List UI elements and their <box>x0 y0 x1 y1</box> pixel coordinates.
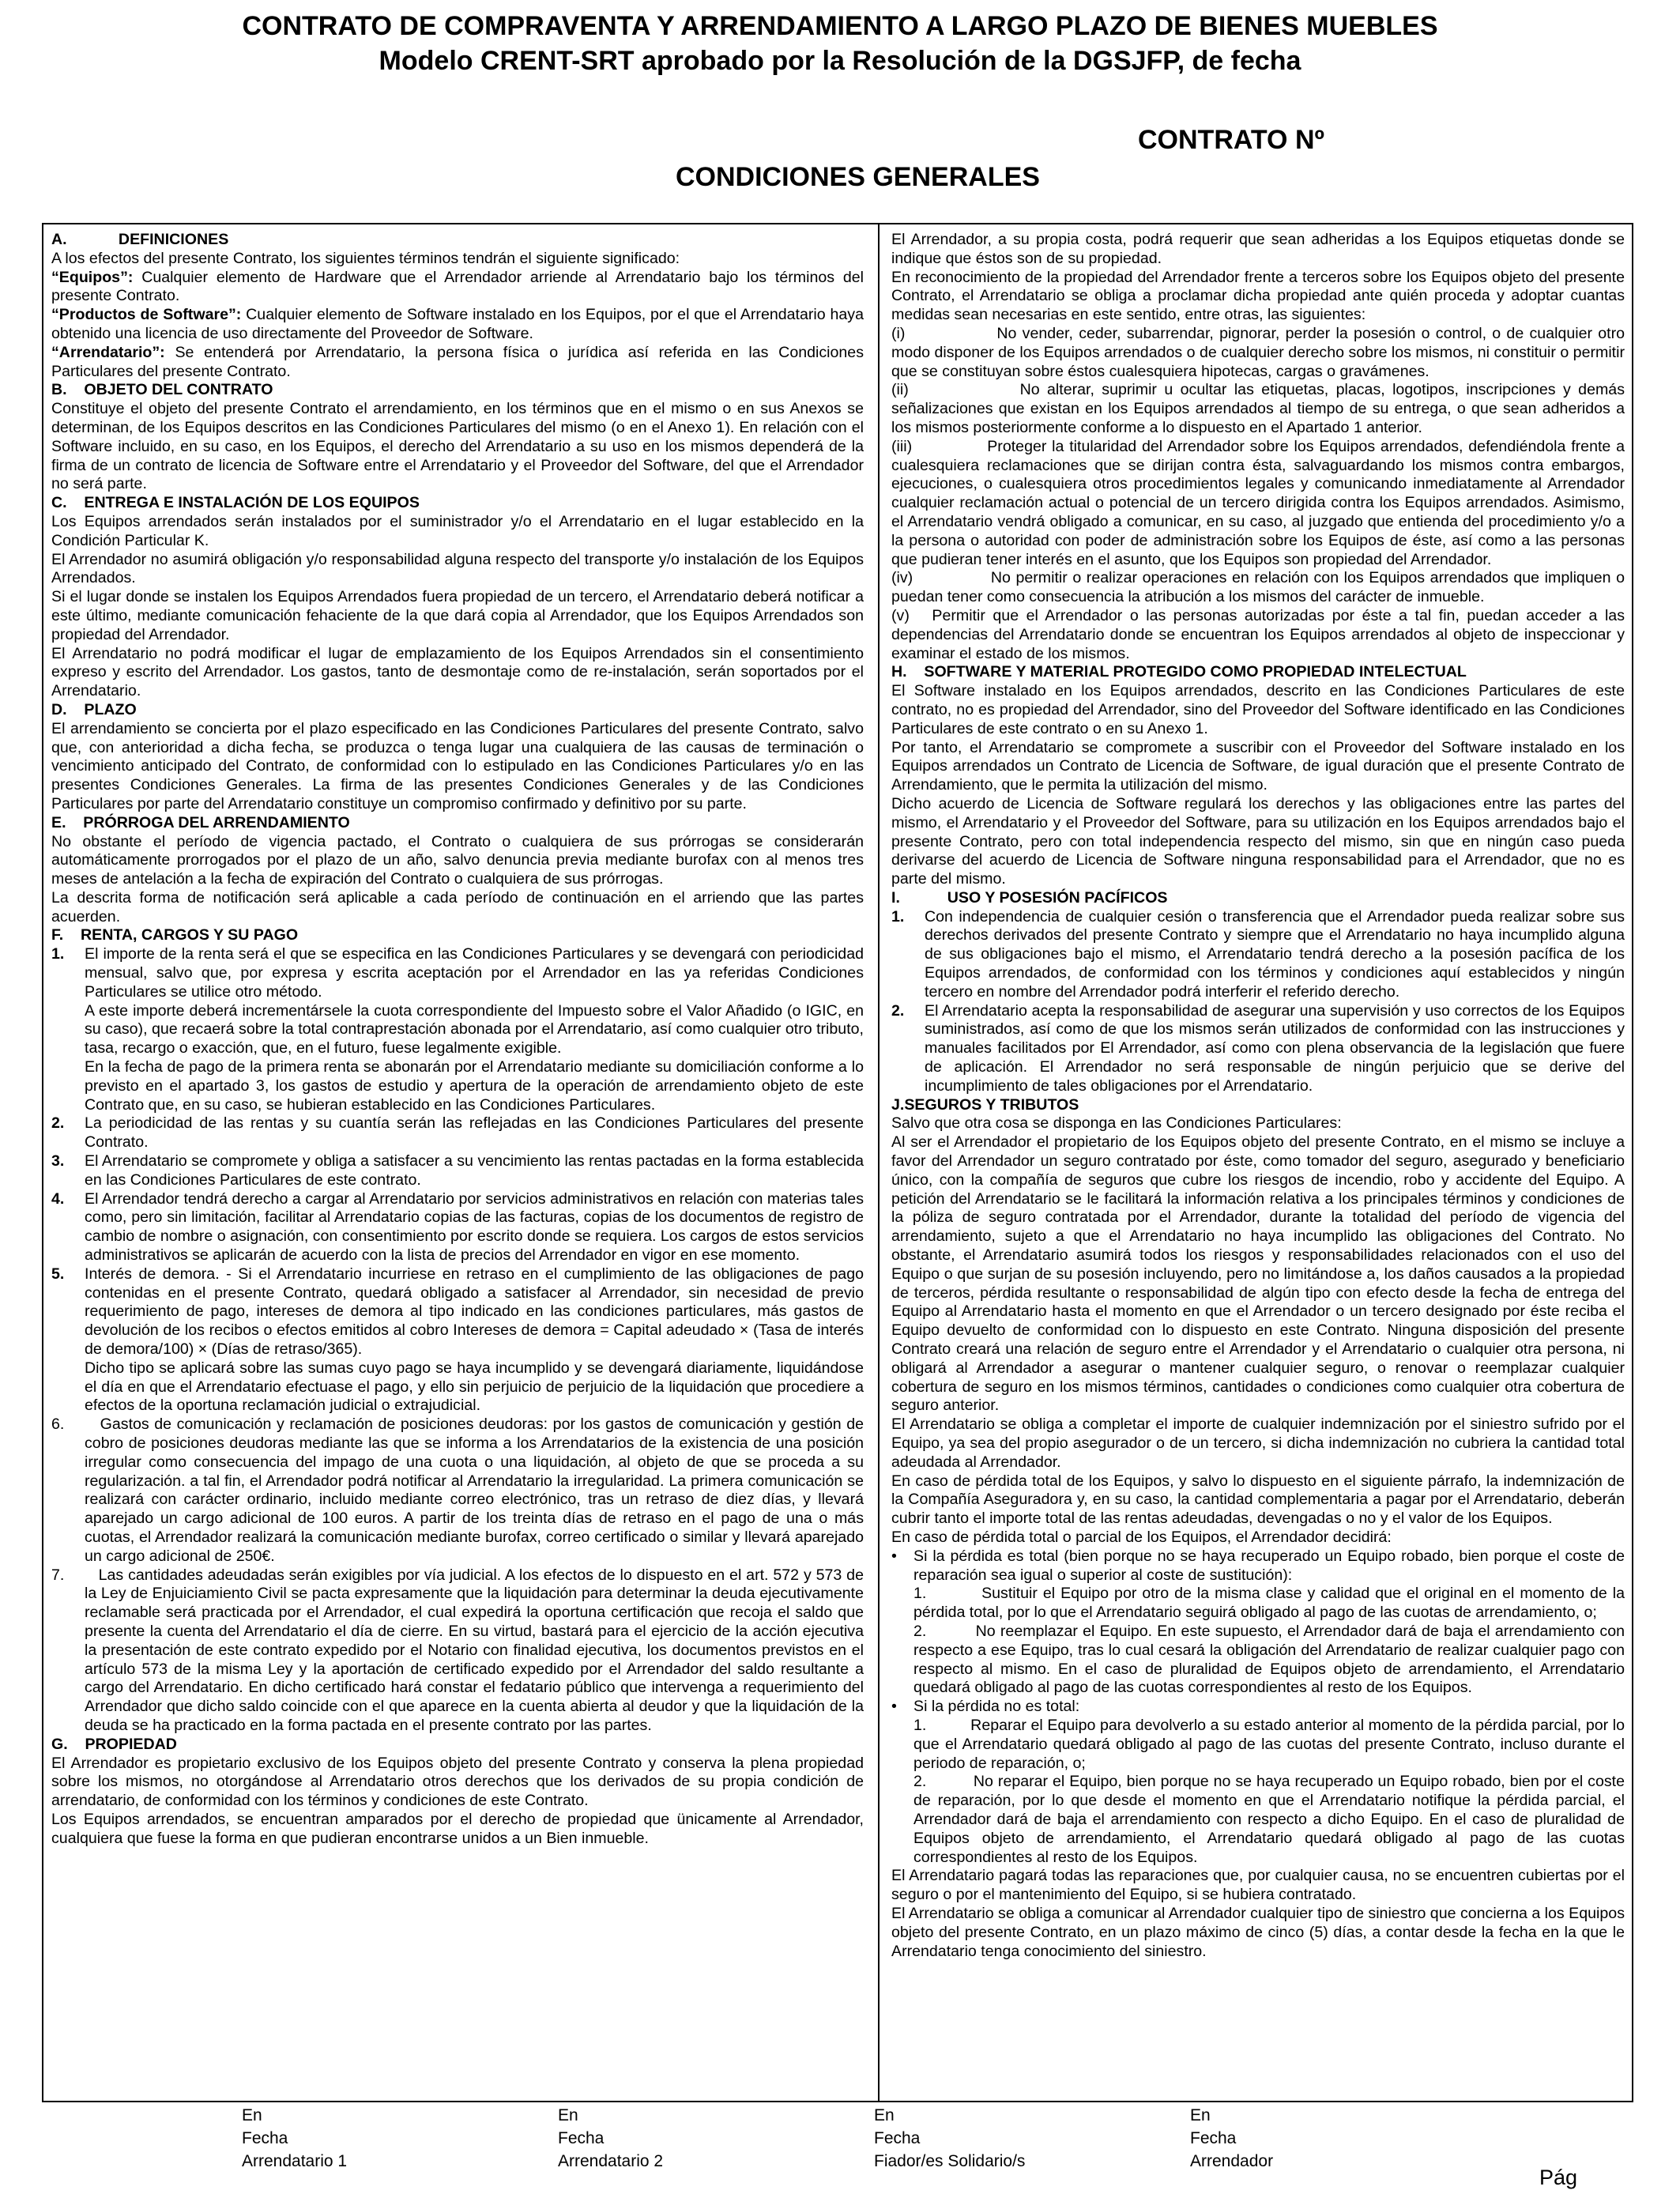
item-text: Gastos de comunicación y reclamación de posiciones deudoras: por los gastos de comunicación y gestión de cobro de posiciones deudoras mediante las que se informa a los Arrendatarios de la existencia de una posición irregular como consecuencia del impago de una cuota o una liquidación, al objeto de que se proceda a su regularización. a tal fin, el Arrendador podrá notificar al Arrendatario la irregularidad. La primera comunicación se realizará con carácter ordinario, incluido mediante correo electrónico, tras un retraso de diez días, y llevará aparejado un cargo adicional de 100 euros. A partir de los treinta días de retraso en el pago de una o más cuotas, el Arrendador realizará la comunicación mediante burofax, correo certificado o similar y llevará aparejado un cargo adicional de 250€. <box>85 1416 868 1565</box>
section-heading: G. PROPIEDAD <box>51 1735 177 1753</box>
document-title: CONTRATO DE COMPRAVENTA Y ARRENDAMIENTO A LARGO PLAZO DE BIENES MUEBLES <box>242 11 1438 41</box>
item-number: 2. <box>51 1114 65 1133</box>
paragraph: El Arrendatario pagará todas las reparaciones que, por cualquier causa, no se encuentren cubiertas por el seguro o por el mantenimiento del Equipo, si se hubiera contratado. <box>891 1867 1629 1904</box>
section-heading: F. RENTA, CARGOS Y SU PAGO <box>51 926 299 944</box>
paragraph: El Arrendador es propietario exclusivo de los Equipos objeto del presente Contrato y conserva la plena propiedad sobre los mismos, no otorgándose al Arrendatario otros derechos que los derivados de su propia condición de arrendatario, de conformidad con los términos y condiciones de este Contrato. <box>51 1754 864 1810</box>
paragraph: El Arrendador, a su propia costa, podrá requerir que sean adheridas a los Equipos etiquetas donde se indique que éstos son de su propiedad. <box>891 231 1629 267</box>
paragraph: (ii) No alterar, suprimir u ocultar las etiquetas, placas, logotipos, inscripciones y demás señalizaciones que existan en los Equipos arrendados al tiempo de su entrega, o que sean adheridos a los mismos posteriormente conforme a lo dispuesto en el Apartado 1 anterior. <box>891 381 1629 436</box>
sub-option: 1. Reparar el Equipo para devolverlo a su estado anterior al momento de la pérdida parcial, por lo que el Arrendatario quedará obligado al pago de las cuotas del presente Contrato, incluso durante el periodo de reparación, o; <box>913 1716 1629 1772</box>
section-heading: H. SOFTWARE Y MATERIAL PROTEGIDO COMO PROPIEDAD INTELECTUAL <box>891 663 1467 681</box>
signature-date: Fecha <box>242 2129 288 2147</box>
paragraph: (iv) No permitir o realizar operaciones en relación con los Equipos arrendados que impliquen o puedan tener como consecuencia la atribución a los mismos del carácter de inmueble. <box>891 569 1629 606</box>
signature-role: Arrendador <box>1190 2152 1274 2170</box>
item-text: Interés de demora. - Si el Arrendatario incurriese en retraso en el cumplimiento de las obligaciones de pago contenidas en el presente Contrato, quedará obligado a satisfacer al Arrendador, sin necesidad de previo requerimiento de pago, intereses de demora al tipo indicado en las condiciones particulares, más gastos de devolución de los recibos o efectos emitidos al cobro Intereses de demora = Capital adeudado × (Tasa de interés de demora/100) × (Días de retraso/365). <box>85 1265 868 1359</box>
definition-term: “Arrendatario”: <box>51 343 165 361</box>
item-text: La periodicidad de las rentas y su cuantía serán las reflejadas en las Condiciones Particulares del presente Contrato. <box>85 1114 868 1152</box>
definition-text: Se entenderá por Arrendatario, la persona física o jurídica así referida en las Condiciones Particulares del presente Contrato. <box>51 343 864 380</box>
item-number: 4. <box>51 1189 65 1208</box>
signature-date: Fecha <box>558 2129 605 2147</box>
paragraph: La descrita forma de notificación será aplicable a cada período de continuación en el arriendo que las partes acuerden. <box>51 888 864 925</box>
contract-number-label: CONTRATO Nº <box>1138 125 1324 155</box>
page-label: Pág <box>1539 2166 1578 2189</box>
sub-option: 2. No reparar el Equipo, bien porque no se haya recuperado un Equipo robado, bien por el coste de reparación, por lo que desde el momento en que el Arrendatario notifique la pérdida parcial, el Arrendador dará de baja el arrendamiento con respecto a dicho Equipo. En el caso de pluralidad de Equipos objeto de arrendamiento, el Arrendatario quedará obligado al pago de las cuotas correspondientes al resto de los Equipos. <box>913 1773 1629 1866</box>
paragraph: Los Equipos arrendados, se encuentran amparados por el derecho de propiedad que ünicamente al Arrendador, cualquiera que fuese la forma en que pudieran encontrarse unidos a un Bien inmueble. <box>51 1810 864 1847</box>
item-text: Si la pérdida es total (bien porque no se haya recuperado un Equipo robado, bien porque el coste de reparación sea igual o superior al coste de sustitución): <box>913 1547 1625 1584</box>
section-title: CONDICIONES GENERALES <box>676 162 1040 192</box>
item-number: 1. <box>51 945 65 963</box>
signature-place: En <box>558 2106 578 2124</box>
conditions-box <box>42 223 1633 2102</box>
paragraph: (v) Permitir que el Arrendador o las personas autorizadas por éste a tal fin, puedan acceder a las dependencias del Arrendatario donde se encuentran los Equipos arrendados al objeto de inspeccionar y examinar el estado de los mismos. <box>891 606 1629 662</box>
paragraph: (iii) Proteger la titularidad del Arrendador sobre los Equipos arrendados, defendiéndola frente a cualesquiera reclamaciones que se dirijan contra ésta, salvaguardando los mismos contra embargos, ejecuciones, o cualesquiera otros procedimientos legales y comunicando inmediatamente al Arrendador cualquier reclamación actual o potencial de un tercero dirigida contra los Equipos arrendados. Asimismo, el Arrendatario vendrá obligado a comunicar, en su caso, al juzgado que entienda del procedimiento y/o a la persona o autoridad con poder de administración sobre los Equipos de éste, así como a las personas que pudieran tener interés en el asunto, que los Equipos son propiedad del Arrendador. <box>891 437 1629 568</box>
bullet-icon: • <box>891 1698 897 1716</box>
item-text: El Arrendador tendrá derecho a cargar al Arrendatario por servicios administrativos en relación con materias tales como, pero sin limitación, facilitar al Arrendatario copias de las facturas, copias de los documentos de registro de cambio de nombre o asignación, con consentimiento por escrito donde se requiera. Los cargos de estos servicios administrativos se aplicarán de acuerdo con la lista de precios del Arrendador en vigor en ese momento. <box>85 1189 868 1265</box>
signature-role: Arrendatario 1 <box>242 2152 348 2170</box>
signature-date: Fecha <box>1190 2129 1237 2147</box>
item-text: Las cantidades adeudadas serán exigibles por vía judicial. A los efectos de lo dispuesto en el art. 572 y 573 de la Ley de Enjuiciamiento Civil se pacta expresamente que la liquidación para determinar la deuda ejecutivamente reclamable será practicada por el Arrendador, el cual expedirá la oportuna certificación que recoja el saldo que presente la cuenta del Arrendatario el día de cierre. En su virtud, bastará para el ejercicio de la acción ejecutiva la presentación de este contrato expedido por el Notario con finalidad ejecutiva, los documentos previstos en el artículo 573 de la misma Ley y la aportación de certificado expedido por el Arrendador del saldo resultante a cargo del Arrendatario. En dicho certificado hará constar el fedatario público que intervenga a requerimiento del Arrendador que dicho saldo coincide con el que aparece en la cuenta abierta al deudor y que la liquidación de la deuda se ha practicado en la forma pactada en el presente contrato por las partes. <box>85 1566 868 1734</box>
numbered-item <box>51 1152 868 1190</box>
signature-block-4 <box>1190 2104 1273 2173</box>
paragraph: A los efectos del presente Contrato, los siguientes términos tendrán el siguiente significado: <box>51 249 680 267</box>
paragraph: Salvo que otra cosa se disponga en las Condiciones Particulares: <box>891 1114 1342 1133</box>
indented-paragraph: Dicho tipo se aplicará sobre las sumas cuyo pago se haya incumplido y se devengará diariamente, liquidándose el día en que el Arrendatario efectuase el pago, y ello sin perjuicio de perjuicio de la liquidación que procediere a efectos de la oportuna reclamación judicial o extrajudicial. <box>85 1359 864 1415</box>
definition-term: “Productos de Software”: <box>51 306 242 324</box>
numbered-item <box>891 907 1629 1002</box>
item-text: Con independencia de cualquier cesión o transferencia que el Arrendador pueda realizar sobre sus derechos derivados del presente Contrato y siempre que el Arrendatario no haya incumplido alguna de sus obligaciones bajo el mismo, el Arrendatario tendrá derecho a la posesión pacífica de los Equipos arrendados, de conformidad con los términos y condiciones aquí establecidos y ningún tercero en nombre del Arrendador podrá interferir el referido derecho. <box>925 907 1629 1001</box>
section-heading: C. ENTREGA E INSTALACIÓN DE LOS EQUIPOS <box>51 494 420 512</box>
bullet-item <box>891 1698 1625 1717</box>
indented-paragraph: En la fecha de pago de la primera renta se abonarán por el Arrendatario mediante su domiciliación conforme a lo previsto en el apartado 3, los gastos de estudio y apertura de la operación de arrendamiento objeto de este Contrato que, en su caso, se hubieran establecido en las Condiciones Particulares. <box>85 1058 864 1114</box>
document-subtitle: Modelo CRENT-SRT aprobado por la Resolución de la DGSJFP, de fecha <box>379 46 1301 76</box>
paragraph: El Software instalado en los Equipos arrendados, descrito en las Condiciones Particulares de este contrato, no es propiedad del Arrendador, sino del Proveedor del Software identificado en las Condiciones Particulares de este contrato o en su Anexo 1. <box>891 682 1629 737</box>
paragraph: El Arrendatario se obliga a completar el importe de cualquier indemnización por el siniestro sufrido por el Equipo, ya sea del propio asegurador o de un tercero, si dicha indemnización no cubriera la cantidad total adeudada al Arrendador. <box>891 1416 1629 1471</box>
paragraph: En caso de pérdida total de los Equipos, y salvo lo dispuesto en el siguiente párrafo, la indemnización de la Compañía Aseguradora y, en su caso, la cantidad complementaria a pagar por el Arrendatario, deberán cubrir tanto el importe total de las rentas adeudadas, devengadas o no y el valor de los Equipos. <box>891 1472 1629 1528</box>
item-number: 7. <box>51 1566 65 1584</box>
definition-term: “Equipos”: <box>51 268 134 286</box>
signature-block-1 <box>242 2104 347 2173</box>
item-number: 5. <box>51 1265 65 1283</box>
signature-place: En <box>1190 2106 1211 2124</box>
paragraph: Por tanto, el Arrendatario se compromete a suscribir con el Proveedor del Software instalado en los Equipos arrendados un Contrato de Licencia de Software, de igual duración que el presente Contrato de Arrendamiento, que le permita la utilización del mismo. <box>891 738 1629 794</box>
signature-role: Arrendatario 2 <box>558 2152 664 2170</box>
paragraph: El Arrendatario se obliga a comunicar al Arrendador cualquier tipo de siniestro que concierna a los Equipos objeto del presente Contrato, en un plazo máximo de cinco (5) días, a contar desde la fecha en la que le Arrendatario tenga conocimiento del siniestro. <box>891 1904 1629 1960</box>
paragraph: Si el lugar donde se instalen los Equipos Arrendados fuera propiedad de un tercero, el Arrendatario deberá notificar a este último, mediante comunicación fehaciente de la que dará copia al Arrendador, que los Equipos Arrendados son propiedad del Arrendador. <box>51 588 864 643</box>
item-text: El Arrendatario se compromete y obliga a satisfacer a su vencimiento las rentas pactadas en la forma establecida en las Condiciones Particulares de este contrato. <box>85 1152 868 1189</box>
paragraph: El Arrendatario no podrá modificar el lugar de emplazamiento de los Equipos Arrendados sin el consentimiento expreso y escrito del Arrendador. Los gastos, tanto de desmontaje como de re-instalación, serán soportados por el Arrendatario. <box>51 644 864 700</box>
paragraph: El arrendamiento se concierta por el plazo especificado en las Condiciones Particulares del presente Contrato, salvo que, con anterioridad a dicha fecha, se produzca o tenga lugar una cualquiera de las causas de terminación o vencimiento anticipado del Contrato, de conformidad con lo estipulado en las Condiciones Particulares y/o en las presentes Condiciones Generales. La firma de las presentes Condiciones Generales y de las Condiciones Particulares por parte del Arrendatario constituye un compromiso confirmado y definitivo por su parte. <box>51 719 864 812</box>
section-heading: I. USO Y POSESIÓN PACÍFICOS <box>891 888 1168 907</box>
definition-paragraph <box>51 344 864 382</box>
numbered-item <box>51 1265 868 1359</box>
paragraph: No obstante el período de vigencia pactado, el Contrato o cualquiera de sus prórrogas se considerarán automáticamente prorrogados por el plazo de un año, salvo denuncia previa mediante burofax con al menos tres meses de antelación a la fecha de expiración del Contrato o cualquiera de sus prórrogas. <box>51 832 864 888</box>
indented-paragraph: A este importe deberá incrementársele la cuota correspondiente del Impuesto sobre el Valor Añadido (o IGIC, en su caso), que recaerá sobre la total contraprestación abonada por el Arrendatario, así como cualquier otro tributo, tasa, recargo o exacción, que, en el futuro, fuese legalmente exigible. <box>85 1001 864 1057</box>
signature-place: En <box>874 2106 895 2124</box>
numbered-item <box>51 945 868 1001</box>
signature-date: Fecha <box>874 2129 921 2147</box>
numbered-item <box>51 1189 868 1265</box>
signature-block-2 <box>558 2104 663 2173</box>
paragraph: (i) No vender, ceder, subarrendar, pignorar, perder la posesión o control, o de cualquier otro modo disponer de los Equipos arrendados o de cualquier derecho sobre los mismos, ni constituir o permitir que se constituyan sobre éstos cualesquiera hipotecas, cargas o gravámenes. <box>891 324 1629 380</box>
sub-option: 1. Sustituir el Equipo por otro de la misma clase y calidad que el original en el momento de la pérdida total, por lo que el Arrendatario seguirá obligado al pago de las cuotas de arrendamiento, o; <box>913 1585 1629 1622</box>
item-number: 2. <box>891 1001 905 1020</box>
paragraph: Dicho acuerdo de Licencia de Software regulará los derechos y las obligaciones entre las partes del mismo, el Arrendatario y el Proveedor del Software, para su utilización en los Equipos arrendados bajo el presente Contrato, pero con total independencia respecto del mismo, sin que en ningún caso pueda derivarse del acuerdo de Licencia de Software ninguna responsabilidad para el Arrendador, que no es parte del mismo. <box>891 794 1629 888</box>
numbered-item <box>891 1001 1629 1096</box>
paragraph: En reconocimiento de la propiedad del Arrendador frente a terceros sobre los Equipos objeto del presente Contrato, el Arrendatario se obliga a proclamar dicha propiedad ante quién proceda y adoptar cuantas medidas sean necesarias en este sentido, entre otras, las siguientes: <box>891 268 1629 324</box>
bullet-icon: • <box>891 1547 897 1565</box>
section-heading: J.SEGUROS Y TRIBUTOS <box>891 1095 1079 1114</box>
signature-role: Fiador/es Solidario/s <box>874 2152 1026 2170</box>
right-column <box>891 231 1629 1961</box>
section-heading: E. PRÓRROGA DEL ARRENDAMIENTO <box>51 813 350 831</box>
column-divider <box>878 224 880 2101</box>
paragraph: En caso de pérdida total o parcial de los Equipos, el Arrendador decidirá: <box>891 1528 1392 1546</box>
paragraph: El Arrendador no asumirá obligación y/o responsabilidad alguna respecto del transporte y/o instalación de los Equipos Arrendados. <box>51 550 864 587</box>
signature-place: En <box>242 2106 262 2124</box>
item-number: 1. <box>891 907 905 925</box>
signature-block-3 <box>874 2104 1025 2173</box>
definition-paragraph <box>51 306 864 344</box>
sub-option: 2. No reemplazar el Equipo. En este supuesto, el Arrendador dará de baja el arrendamiento con respecto a ese Equipo, tras lo cual cesará la obligación del Arrendatario de realizar cualquier pago con respecto al mismo. En el caso de pluralidad de Equipos objeto de arrendamiento, el Arrendatario quedará obligado al pago de las cuotas correspondientes al resto de los Equipos. <box>913 1622 1629 1697</box>
section-heading: D. PLAZO <box>51 700 137 718</box>
section-heading: A. DEFINICIONES <box>51 231 229 248</box>
item-text: El importe de la renta será el que se especifica en las Condiciones Particulares y se devengará con periodicidad mensual, salvo que, por expresa y escrita aceptación por el Arrendador en las ya referidas Condiciones Particulares se utilice otro método. <box>85 945 868 1001</box>
item-text: Si la pérdida no es total: <box>913 1698 1080 1716</box>
item-text: El Arrendatario acepta la responsabilidad de asegurar una supervisión y uso correctos de los Equipos suministrados, así como de que los mismos serán utilizados de conformidad con las instrucciones y manuales facilitados por El Arrendador, así como con plena observancia de la legislación que fuere de aplicación. El Arrendador no será responsable de ningún perjuicio que se derive del incumplimiento de tales obligaciones por el Arrendatario. <box>925 1001 1629 1095</box>
numbered-item <box>51 1114 868 1152</box>
definition-text: Cualquier elemento de Hardware que el Arrendador arriende al Arrendatario bajo los términos del presente Contrato. <box>51 268 864 305</box>
item-number: 6. <box>51 1416 65 1434</box>
numbered-item <box>51 1416 868 1566</box>
paragraph: Al ser el Arrendador el propietario de los Equipos objeto del presente Contrato, en el mismo se incluye a favor del Arrendador un seguro contratado por éste, como tomador del seguro, asegurado y beneficiario único, con la compañía de seguros que cubre los riesgos de incendio, robo y accidente del Equipo. A petición del Arrendatario se le facilitará la información relativa a los principales términos y condiciones de la póliza de seguro contratada por el Arrendador, durante la totalidad del período de vigencia del arrendamiento, sujeto a que el Arrendatario no haya incumplido las obligaciones del Contrato. No obstante, el Arrendatario asumirá todos los riesgos y responsabilidades relacionados con el uso del Equipo o que surjan de su posesión incluyendo, pero no limitándose a, los daños causados a la propiedad de terceros, pérdida resultante o responsabilidad de algún tipo con efecto desde la fecha de entrega del Equipo al Arrendatario hasta el momento en que el Arrendador o un tercero designado por éste reciba el Equipo devuelto de conformidad con lo dispuesto en este Contrato. Ninguna disposición del presente Contrato creará una relación de seguro entre el Arrendador y el Arrendatario o cualquier otra persona, ni obligará al Arrendador a asegurar o mantener cualquier seguro, o renovar o reemplazar cualquier cobertura de seguro en los mismos términos, cantidades o condiciones como cualquier otra cobertura de seguro anterior. <box>891 1133 1629 1415</box>
numbered-item <box>51 1566 868 1736</box>
bullet-item <box>891 1547 1625 1585</box>
item-number: 3. <box>51 1152 65 1171</box>
paragraph: Los Equipos arrendados serán instalados por el suministrador y/o el Arrendatario en el lugar establecido en la Condición Particular K. <box>51 512 864 549</box>
paragraph: Constituye el objeto del presente Contrato el arrendamiento, en los términos que en el mismo o en sus Anexos se determinan, de los Equipos descritos en las Condiciones Particulares del mismo (o en el Anexo 1). En relación con el Software incluido, en su caso, en los Equipos, el derecho del Arrendatario a su uso en los mismos dependerá de la firma de un contrato de licencia de Software entre el Arrendatario y el Proveedor del Software, del que el Arrendador no será parte. <box>51 400 864 493</box>
definition-text: Cualquier elemento de Software instalado en los Equipos, por el que el Arrendatario haya obtenido una licencia de uso directamente del Proveedor de Software. <box>51 306 864 342</box>
left-column <box>51 231 868 1849</box>
definition-paragraph <box>51 269 864 307</box>
section-heading: B. OBJETO DEL CONTRATO <box>51 381 273 399</box>
